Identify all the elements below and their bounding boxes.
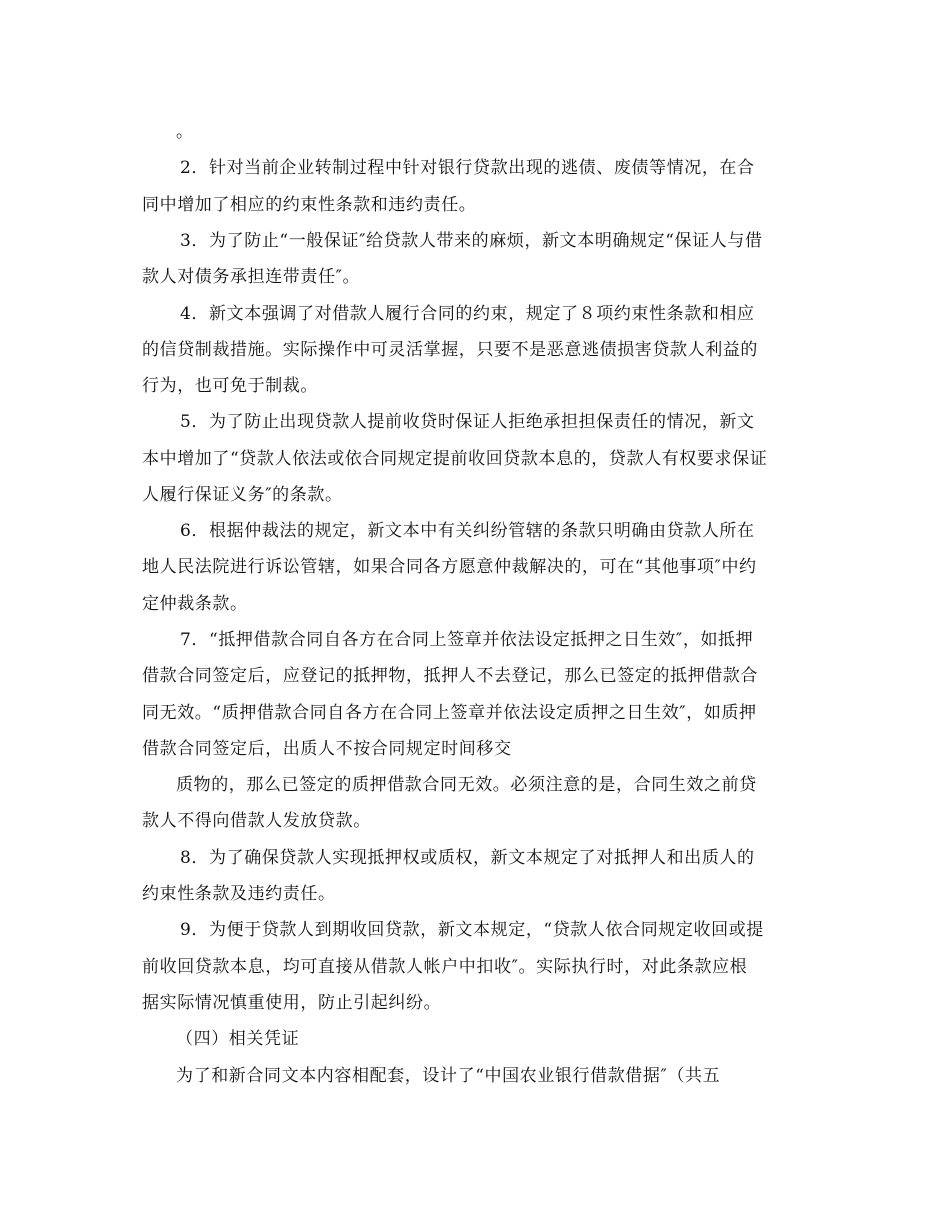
text-line-8: 行为，也可免于制裁。 <box>142 376 318 396</box>
text-line-6: 4．新文本强调了对借款人履行合同的约束，规定了８项约束性条款和相应 <box>180 304 755 324</box>
text-line-15: 7．“抵押借款合同自各方在合同上签章并依法设定抵押之日生效″，如抵押 <box>180 630 754 650</box>
text-line-5: 款人对债务承担连带责任″。 <box>142 267 361 287</box>
text-line-27: 为了和新合同文本内容相配套，设计了“中国农业银行借款借据″（共五 <box>176 1066 721 1086</box>
text-line-21: 8．为了确保贷款人实现抵押权或质权，新文本规定了对抵押人和出质人的 <box>180 848 755 868</box>
text-line-13: 地人民法院进行诉讼管辖，如果合同各方愿意仲裁解决的，可在“其他事项″中约 <box>142 557 757 577</box>
text-line-19: 质物的，那么已签定的质押借款合同无效。必须注意的是，合同生效之前贷 <box>176 775 757 795</box>
text-line-1: 。 <box>176 122 194 142</box>
text-line-20: 款人不得向借款人发放贷款。 <box>142 811 371 831</box>
text-line-22: 约束性条款及违约责任。 <box>142 884 336 904</box>
text-line-3: 同中增加了相应的约束性条款和违约责任。 <box>142 195 477 215</box>
text-line-7: 的信贷制裁措施。实际操作中可灵活掌握，只要不是恶意逃债损害贷款人利益的 <box>142 340 758 360</box>
text-line-11: 人履行保证义务″的条款。 <box>142 485 343 505</box>
text-line-17: 同无效。“质押借款合同自各方在合同上签章并依法设定质押之日生效″，如质押 <box>142 703 757 723</box>
text-line-2: 2．针对当前企业转制过程中针对银行贷款出现的逃债、废债等情况，在合 <box>180 158 755 178</box>
section-heading: （四）相关凭证 <box>176 1029 300 1049</box>
text-line-14: 定仲裁条款。 <box>142 594 248 614</box>
text-line-16: 借款合同签定后，应登记的抵押物，抵押人不去登记，那么已签定的抵押借款合 <box>142 666 758 686</box>
text-line-25: 据实际情况慎重使用，防止引起纠纷。 <box>142 993 442 1013</box>
text-line-24: 前收回贷款本息，均可直接从借款人帐户中扣收″。实际执行时，对此条款应根 <box>142 957 748 977</box>
text-line-23: 9．为便于贷款人到期收回贷款，新文本规定，“贷款人依合同规定收回或提 <box>180 920 764 940</box>
text-line-18: 借款合同签定后，出质人不按合同规定时间移交 <box>142 739 512 759</box>
text-line-4: 3．为了防止“一般保证″给贷款人带来的麻烦，新文本明确规定“保证人与借 <box>180 231 763 251</box>
text-line-10: 本中增加了“贷款人依法或依合同规定提前收回贷款本息的，贷款人有权要求保证 <box>142 449 768 469</box>
text-line-9: 5．为了防止出现贷款人提前收贷时保证人拒绝承担担保责任的情况，新文 <box>180 412 755 432</box>
text-line-12: 6．根据仲裁法的规定，新文本中有关纠纷管辖的条款只明确由贷款人所在 <box>180 521 755 541</box>
